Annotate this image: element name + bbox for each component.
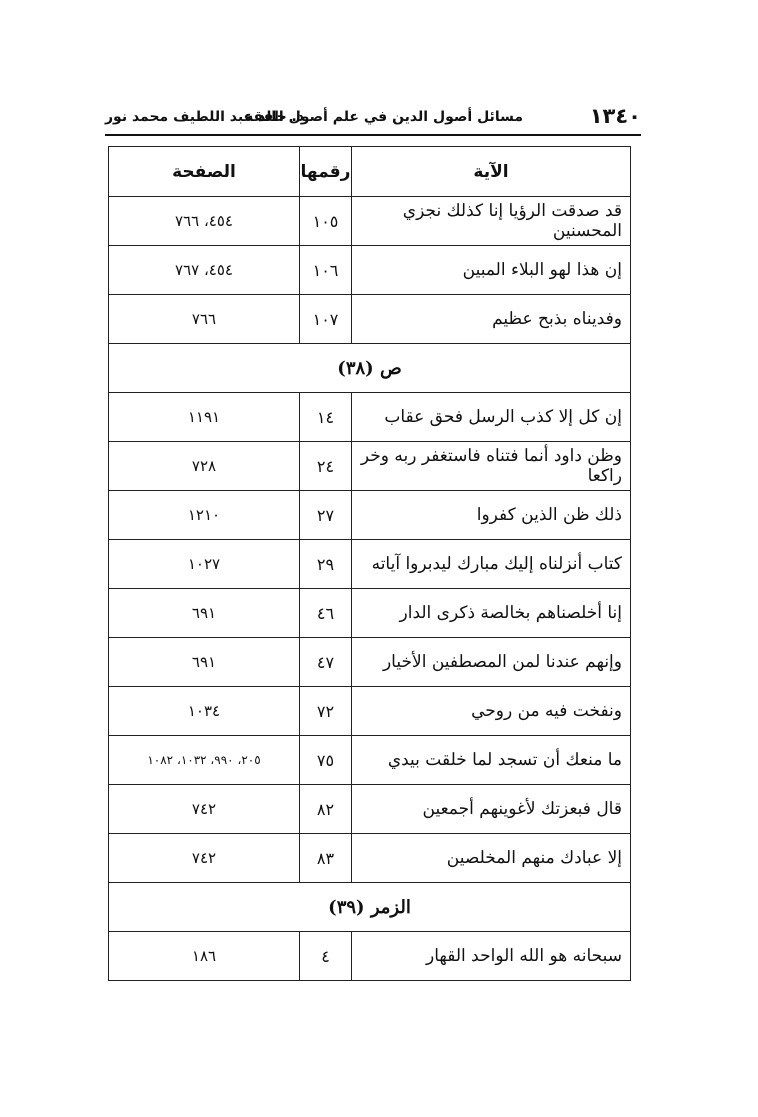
page-refs: ٤٥٤، ٧٦٧ bbox=[109, 246, 300, 295]
verse-index-table bbox=[108, 146, 631, 981]
page-header bbox=[105, 104, 641, 132]
column-header-page: الصفحة bbox=[109, 147, 300, 197]
verse-text: قال فبعزتك لأغوينهم أجمعين bbox=[352, 785, 631, 834]
table-row bbox=[109, 834, 631, 883]
table-row bbox=[109, 246, 631, 295]
verse-number: ٤٦ bbox=[300, 589, 352, 638]
table-row bbox=[109, 540, 631, 589]
surah-heading-sad: ص (٣٨) bbox=[109, 344, 631, 393]
verse-number: ١٠٥ bbox=[300, 197, 352, 246]
table-row bbox=[109, 932, 631, 981]
table-row bbox=[109, 197, 631, 246]
page-refs: ١٠٣٤ bbox=[109, 687, 300, 736]
table-row bbox=[109, 491, 631, 540]
table-row bbox=[109, 785, 631, 834]
verse-number: ٤ bbox=[300, 932, 352, 981]
page-refs: ١٢١٠ bbox=[109, 491, 300, 540]
verse-number: ٢٧ bbox=[300, 491, 352, 540]
verse-number: ٢٤ bbox=[300, 442, 352, 491]
verse-text: وظن داود أنما فتناه فاستغفر ربه وخر راكعا bbox=[352, 442, 631, 491]
page-refs: ٧٦٦ bbox=[109, 295, 300, 344]
verse-text: سبحانه هو الله الواحد القهار bbox=[352, 932, 631, 981]
page-refs: ١٠٢٧ bbox=[109, 540, 300, 589]
table-row bbox=[109, 736, 631, 785]
verse-text: إن هذا لهو البلاء المبين bbox=[352, 246, 631, 295]
surah-heading-zumar: الزمر (٣٩) bbox=[109, 883, 631, 932]
page-refs: ٦٩١ bbox=[109, 638, 300, 687]
header-divider bbox=[105, 134, 641, 136]
verse-text: إلا عبادك منهم المخلصين bbox=[352, 834, 631, 883]
verse-text: وإنهم عندنا لمن المصطفين الأخيار bbox=[352, 638, 631, 687]
table-row bbox=[109, 295, 631, 344]
page-number: ١٣٤٠ bbox=[589, 104, 641, 128]
surah-heading-row bbox=[109, 883, 631, 932]
verse-text: ما منعك أن تسجد لما خلقت بيدي bbox=[352, 736, 631, 785]
verse-number: ١٠٦ bbox=[300, 246, 352, 295]
table-header-row bbox=[109, 147, 631, 197]
page-refs: ٧٤٢ bbox=[109, 785, 300, 834]
verse-text: ونفخت فيه من روحي bbox=[352, 687, 631, 736]
page-refs: ٧٢٨ bbox=[109, 442, 300, 491]
page-refs: ١١٩١ bbox=[109, 393, 300, 442]
table-row bbox=[109, 638, 631, 687]
verse-number: ٧٢ bbox=[300, 687, 352, 736]
table-row bbox=[109, 442, 631, 491]
verse-text: قد صدقت الرؤيا إنا كذلك نجزي المحسنين bbox=[352, 197, 631, 246]
book-title: مسائل أصول الدين في علم أصول الفقه bbox=[245, 109, 523, 125]
column-header-verse: الآية bbox=[352, 147, 631, 197]
table-row bbox=[109, 589, 631, 638]
column-header-number: رقمها bbox=[300, 147, 352, 197]
page-refs: ١٨٦ bbox=[109, 932, 300, 981]
verse-number: ٨٢ bbox=[300, 785, 352, 834]
verse-number: ١٤ bbox=[300, 393, 352, 442]
verse-number: ٤٧ bbox=[300, 638, 352, 687]
verse-text: وفديناه بذبح عظيم bbox=[352, 295, 631, 344]
verse-number: ٢٩ bbox=[300, 540, 352, 589]
verse-number: ٨٣ bbox=[300, 834, 352, 883]
surah-heading-row bbox=[109, 344, 631, 393]
verse-text: إنا أخلصناهم بخالصة ذكرى الدار bbox=[352, 589, 631, 638]
table-row bbox=[109, 687, 631, 736]
page-refs: ٢٠٥، ٩٩٠، ١٠٣٢، ١٠٨٢ bbox=[109, 736, 300, 785]
verse-number: ١٠٧ bbox=[300, 295, 352, 344]
page-refs: ٦٩١ bbox=[109, 589, 300, 638]
verse-text: إن كل إلا كذب الرسل فحق عقاب bbox=[352, 393, 631, 442]
verse-text: ذلك ظن الذين كفروا bbox=[352, 491, 631, 540]
verse-text: كتاب أنزلناه إليك مبارك ليدبروا آياته bbox=[352, 540, 631, 589]
verse-number: ٧٥ bbox=[300, 736, 352, 785]
author-name: د. خالد عبد اللطيف محمد نور bbox=[105, 109, 305, 125]
page-refs: ٧٤٢ bbox=[109, 834, 300, 883]
table-row bbox=[109, 393, 631, 442]
page-refs: ٤٥٤، ٧٦٦ bbox=[109, 197, 300, 246]
